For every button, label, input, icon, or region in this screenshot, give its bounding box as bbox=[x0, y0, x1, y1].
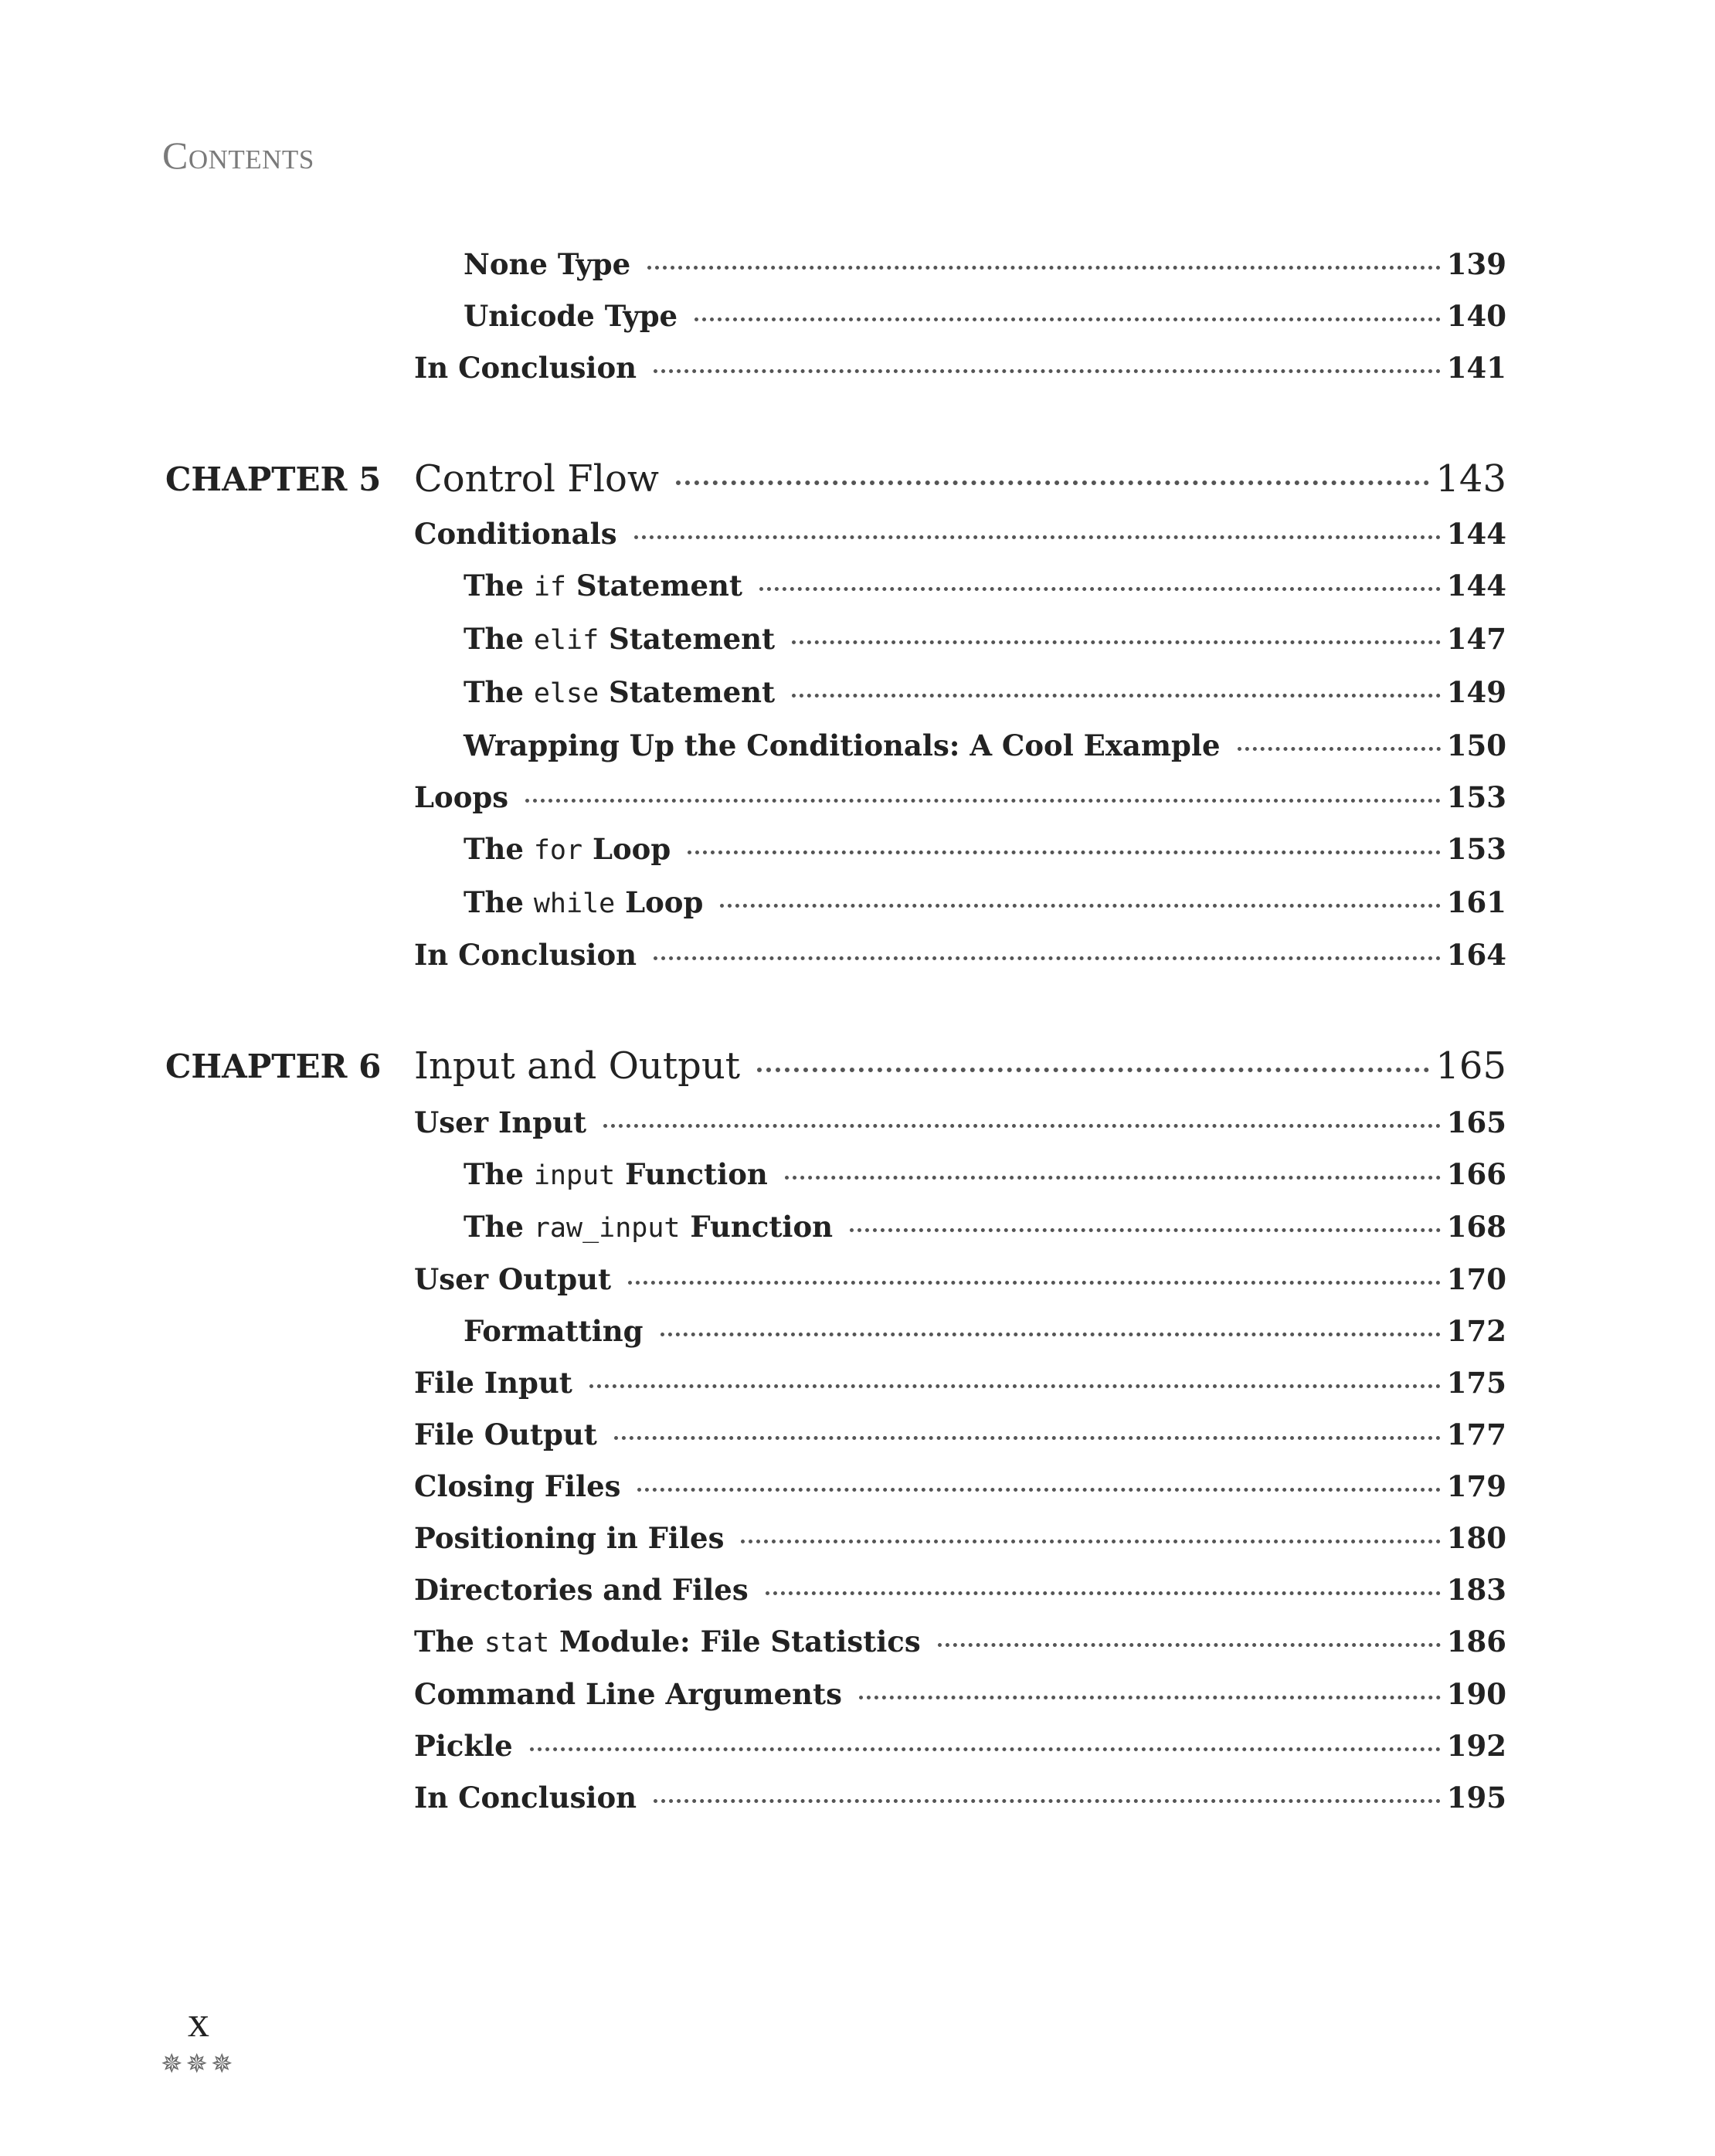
dot-leader bbox=[634, 535, 1441, 539]
dot-leader bbox=[614, 1436, 1441, 1440]
dot-leader bbox=[603, 1124, 1441, 1128]
dot-leader bbox=[530, 1747, 1441, 1751]
chapter-5-heading: Control Flow 143 bbox=[414, 457, 1506, 501]
dot-leader bbox=[628, 1281, 1441, 1285]
toc-entry-file-output: File Output 177 bbox=[414, 1418, 1506, 1451]
dot-leader bbox=[850, 1228, 1441, 1232]
toc-entry-command-line-arguments: Command Line Arguments 190 bbox=[414, 1677, 1506, 1711]
toc-entry-pickle: Pickle 192 bbox=[414, 1729, 1506, 1763]
toc-entry-file-input: File Input 175 bbox=[414, 1366, 1506, 1400]
toc-entry-conditionals: Conditionals 144 bbox=[414, 517, 1506, 551]
toc-entry-user-output: User Output 170 bbox=[414, 1262, 1506, 1296]
running-header: Contents bbox=[162, 134, 314, 177]
toc-entry-raw-input-function: The raw_input Function 168 bbox=[464, 1210, 1506, 1244]
dot-leader bbox=[637, 1488, 1440, 1492]
toc-entry-formatting: Formatting 172 bbox=[464, 1314, 1506, 1348]
toc-entry-user-input: User Input 165 bbox=[414, 1105, 1506, 1139]
toc-entry-in-conclusion: In Conclusion 164 bbox=[414, 938, 1506, 972]
dot-leader bbox=[741, 1540, 1440, 1543]
toc-entry-for-loop: The for Loop 153 bbox=[464, 832, 1506, 866]
chapter-6-heading: Input and Output 165 bbox=[414, 1044, 1506, 1088]
toc-entry-unicode-type: Unicode Type 140 bbox=[464, 299, 1506, 333]
dot-leader bbox=[654, 956, 1441, 960]
toc-entry-closing-files: Closing Files 179 bbox=[414, 1469, 1506, 1503]
dot-leader bbox=[661, 1333, 1441, 1336]
dot-leader bbox=[792, 640, 1441, 644]
dot-leader bbox=[654, 1799, 1441, 1803]
dot-leader bbox=[1238, 747, 1441, 751]
chapter-6-label: CHAPTER 6 bbox=[165, 1047, 382, 1085]
toc-entry-while-loop: The while Loop 161 bbox=[464, 885, 1506, 919]
toc-entry-if-statement: The if Statement 144 bbox=[464, 569, 1506, 603]
ornament-icon: ✵✵✵ bbox=[161, 2049, 236, 2080]
toc-entry-input-function: The input Function 166 bbox=[464, 1157, 1506, 1191]
dot-leader bbox=[676, 480, 1429, 485]
dot-leader bbox=[859, 1696, 1441, 1699]
dot-leader bbox=[766, 1591, 1441, 1595]
dot-leader bbox=[785, 1176, 1441, 1180]
dot-leader bbox=[694, 317, 1441, 321]
dot-leader bbox=[654, 369, 1441, 373]
chapter-5-label: CHAPTER 5 bbox=[165, 460, 382, 498]
dot-leader bbox=[759, 587, 1441, 591]
dot-leader bbox=[525, 799, 1441, 803]
toc-entry-in-conclusion: In Conclusion 195 bbox=[414, 1781, 1506, 1815]
toc-entry-elif-statement: The elif Statement 147 bbox=[464, 622, 1506, 656]
page-number: x bbox=[188, 1998, 209, 2046]
dot-leader bbox=[720, 904, 1440, 908]
toc-entry-positioning-in-files: Positioning in Files 180 bbox=[414, 1521, 1506, 1555]
toc-entry-stat-module: The stat Module: File Statistics 186 bbox=[414, 1625, 1506, 1659]
dot-leader bbox=[792, 694, 1441, 698]
dot-leader bbox=[938, 1643, 1441, 1647]
toc-entry-directories-and-files: Directories and Files 183 bbox=[414, 1573, 1506, 1607]
dot-leader bbox=[688, 851, 1441, 854]
toc-entry-in-conclusion: In Conclusion 141 bbox=[414, 351, 1506, 385]
toc-entry-wrapping-up: Wrapping Up the Conditionals: A Cool Example 150 bbox=[464, 728, 1506, 762]
toc-entry-none-type: None Type 139 bbox=[464, 247, 1506, 281]
dot-leader bbox=[647, 266, 1441, 270]
toc-entry-else-statement: The else Statement 149 bbox=[464, 675, 1506, 709]
toc-entry-loops: Loops 153 bbox=[414, 780, 1506, 814]
dot-leader bbox=[589, 1384, 1441, 1388]
dot-leader bbox=[757, 1068, 1429, 1072]
